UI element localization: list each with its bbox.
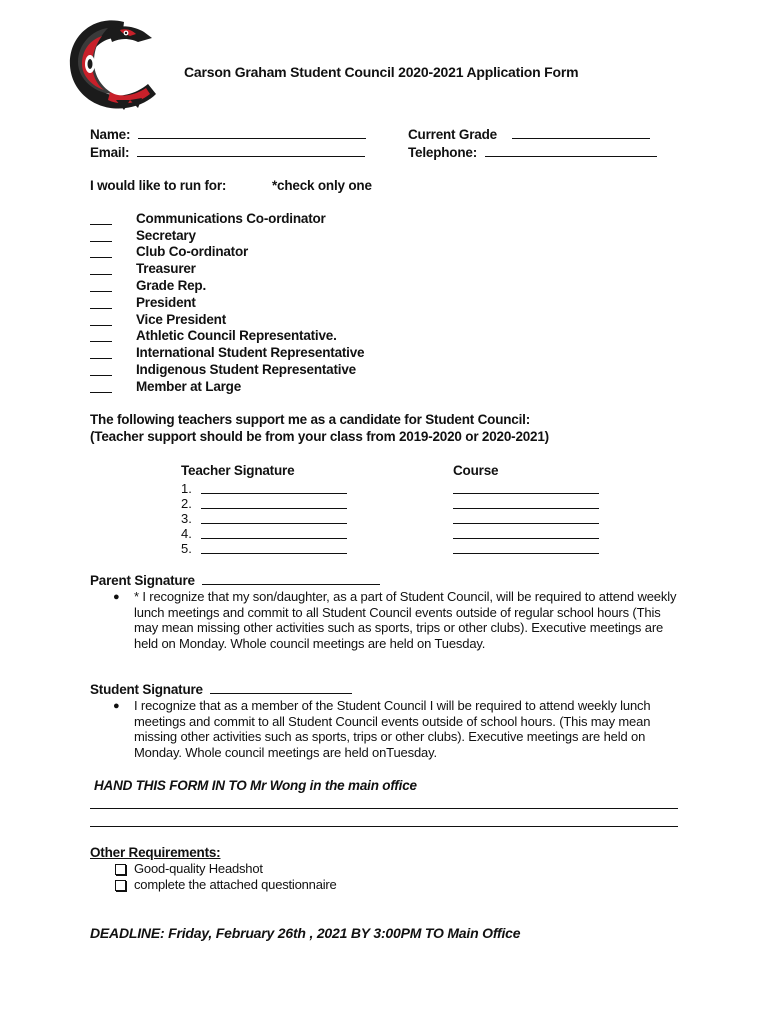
email-label: Email: xyxy=(90,145,130,160)
position-label: Vice President xyxy=(136,312,226,327)
other-requirements-heading: Other Requirements: xyxy=(90,845,221,860)
teacher-signature-line[interactable] xyxy=(201,541,347,554)
course-line[interactable] xyxy=(453,526,599,539)
student-signature-field[interactable] xyxy=(90,682,352,697)
name-field[interactable] xyxy=(90,127,366,142)
position-check-line[interactable] xyxy=(90,379,112,393)
student-acknowledgement-text: I recognize that as a member of the Student Council I will be required to attend weekly lunch meetings and commit to all Student Council events outside of school hours. (This may mean missing other activities such as sports, trips or other clubs). Executive meetings are held on Monday. Whole council meetings are held onTuesday. xyxy=(134,698,651,760)
position-label: Communications Co-ordinator xyxy=(136,211,326,226)
bullet-icon: ● xyxy=(113,700,120,712)
teacher-signature-header: Teacher Signature xyxy=(181,463,295,478)
telephone-field[interactable] xyxy=(408,145,657,160)
deadline-text: DEADLINE: Friday, February 26th , 2021 BY 3:00PM TO Main Office xyxy=(90,925,521,941)
run-for-prompt: I would like to run for: xyxy=(90,178,227,193)
teacher-support-intro: The following teachers support me as a candidate for Student Council: xyxy=(90,412,531,427)
position-check-line[interactable] xyxy=(90,362,112,376)
parent-signature-label: Parent Signature xyxy=(90,573,195,588)
student-signature-label: Student Signature xyxy=(90,682,203,697)
requirement-item: complete the attached questionnaire xyxy=(134,877,337,892)
telephone-label: Telephone: xyxy=(408,145,478,160)
course-line[interactable] xyxy=(453,511,599,524)
hand-in-instruction: HAND THIS FORM IN TO Mr Wong in the main office xyxy=(94,778,417,793)
checkbox-icon[interactable] xyxy=(115,880,126,891)
form-title: Carson Graham Student Council 2020-2021 Application Form xyxy=(184,64,579,80)
parent-signature-line[interactable] xyxy=(202,573,380,585)
divider-line xyxy=(90,826,678,827)
course-line[interactable] xyxy=(453,541,599,554)
row-number: 3. xyxy=(181,511,192,526)
parent-signature-field[interactable] xyxy=(90,573,380,588)
row-number: 1. xyxy=(181,481,192,496)
position-check-line[interactable] xyxy=(90,244,112,258)
teacher-signature-line[interactable] xyxy=(201,511,347,524)
grade-field[interactable] xyxy=(408,127,650,142)
course-line[interactable] xyxy=(453,496,599,509)
position-check-line[interactable] xyxy=(90,228,112,242)
grade-label: Current Grade xyxy=(408,127,497,142)
position-label: Member at Large xyxy=(136,379,242,394)
carson-graham-eagle-logo xyxy=(64,14,158,114)
position-label: Grade Rep. xyxy=(136,278,207,293)
grade-input-line[interactable] xyxy=(512,127,650,139)
row-number: 2. xyxy=(181,496,192,511)
course-header: Course xyxy=(453,463,499,478)
position-label: Club Co-ordinator xyxy=(136,244,249,259)
check-only-one-note: *check only one xyxy=(272,178,372,193)
name-label: Name: xyxy=(90,127,131,142)
parent-acknowledgement-text: * I recognize that my son/daughter, as a part of Student Council, will be required to attend weekly lunch meetings and commit to all Student Council events outside of regular school hours (This may mean missing other activities such as sports, trips or other clubs). Executive meetings are held on Monday. Whole council meetings are held on Tuesday. xyxy=(134,589,677,651)
position-check-line[interactable] xyxy=(90,345,112,359)
student-signature-line[interactable] xyxy=(210,682,352,694)
position-check-line[interactable] xyxy=(90,261,112,275)
row-number: 4. xyxy=(181,526,192,541)
position-label: Treasurer xyxy=(136,261,196,276)
teacher-signature-line[interactable] xyxy=(201,481,347,494)
name-input-line[interactable] xyxy=(138,127,366,139)
position-check-line[interactable] xyxy=(90,312,112,326)
teacher-signature-line[interactable] xyxy=(201,496,347,509)
position-label: International Student Representative xyxy=(136,345,365,360)
row-number: 5. xyxy=(181,541,192,556)
bullet-icon: ● xyxy=(113,591,120,603)
position-check-line[interactable] xyxy=(90,278,112,292)
position-label: President xyxy=(136,295,196,310)
checkbox-icon[interactable] xyxy=(115,864,126,875)
teacher-signature-line[interactable] xyxy=(201,526,347,539)
divider-line xyxy=(90,808,678,809)
position-label: Secretary xyxy=(136,228,196,243)
course-line[interactable] xyxy=(453,481,599,494)
telephone-input-line[interactable] xyxy=(485,145,657,157)
position-label: Indigenous Student Representative xyxy=(136,362,356,377)
position-label: Athletic Council Representative. xyxy=(136,328,337,343)
position-check-line[interactable] xyxy=(90,295,112,309)
position-check-line[interactable] xyxy=(90,328,112,342)
teacher-support-note: (Teacher support should be from your class from 2019-2020 or 2020-2021) xyxy=(90,429,549,444)
email-input-line[interactable] xyxy=(137,145,365,157)
email-field[interactable] xyxy=(90,145,365,160)
requirement-item: Good-quality Headshot xyxy=(134,861,263,876)
position-check-line[interactable] xyxy=(90,211,112,225)
